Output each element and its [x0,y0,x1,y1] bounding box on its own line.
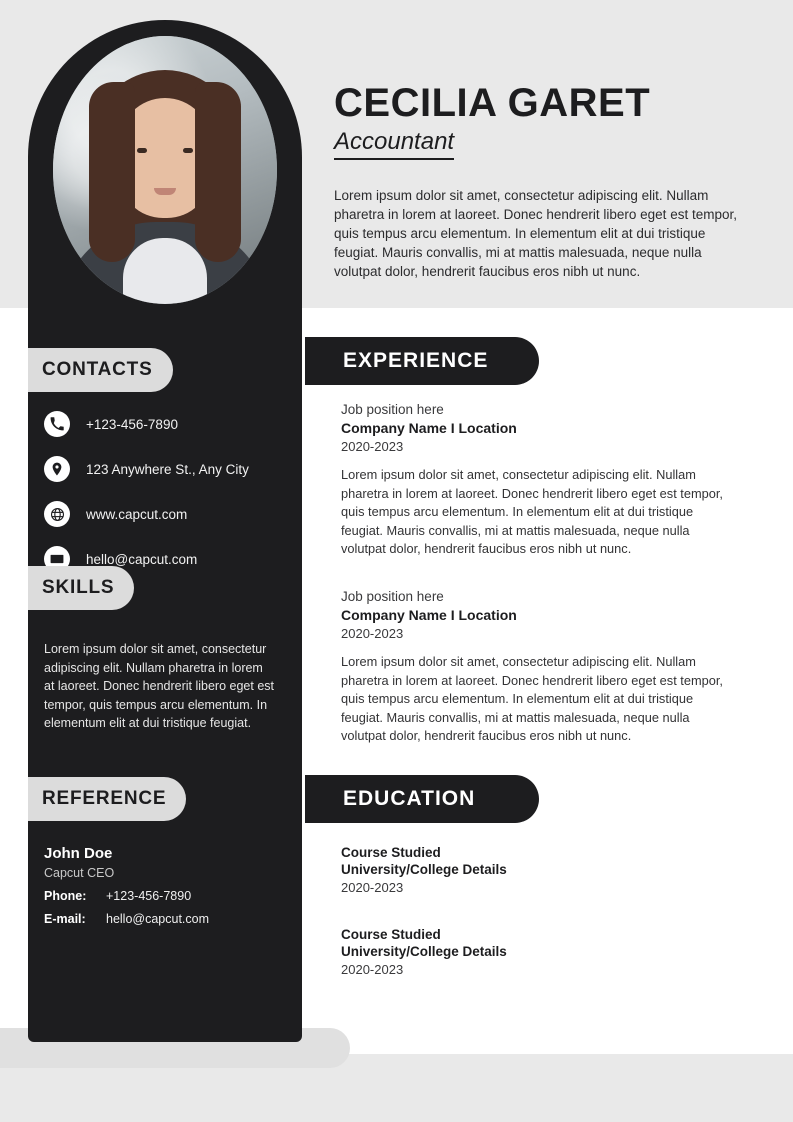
section-title-experience: EXPERIENCE [343,349,489,372]
section-header-education [305,775,539,823]
contact-list [44,408,294,588]
experience-years-1: 2020-2023 [341,439,404,454]
reference-phone-row [44,889,284,903]
reference-position: Capcut CEO [44,866,115,880]
reference-phone-value: +123-456-7890 [106,889,192,903]
education-school-2: University/College Details [341,944,507,959]
section-title-reference: REFERENCE [42,788,167,809]
contact-item-address[interactable] [44,453,294,485]
education-course-1: Course Studied [341,845,441,860]
experience-description-1: Lorem ipsum dolor sit amet, consectetur adipiscing elit. Nullam pharetra in lorem at laoreet. Donec hendrerit libero eget est tempor, quis tempus arcu elementum. In elementum elit at dui tristique feugiat. Mauris convallis, mi at mattis malesuada, neque nulla volutpat dolor, hendrerit faucibus eros nibh ut nunc. [341,467,723,557]
profile-summary: Lorem ipsum dolor sit amet, consectetur adipiscing elit. Nullam pharetra in lorem at laoreet. Donec hendrerit libero eget est tempor, quis tempus arcu elementum. In elementum elit at dui tristique feugiat. Mauris convallis, mi at mattis malesuada, neque nulla volutpat dolor, hendrerit faucibus eros nibh ut nunc. [334,187,737,280]
page-title: CECILIA GARET [334,81,651,125]
profile-photo [53,36,277,304]
experience-position-1: Job position here [341,402,444,417]
section-header-contacts [28,348,173,392]
job-title-underline [334,128,454,160]
section-header-experience [305,337,539,385]
contact-item-phone[interactable] [44,408,294,440]
experience-years-2: 2020-2023 [341,626,404,641]
globe-icon [44,501,70,527]
reference-email-label: E-mail: [44,912,86,926]
section-title-skills: SKILLS [42,577,115,598]
header [334,82,754,282]
contact-phone-text: +123-456-7890 [86,416,178,432]
job-title: Accountant [334,128,455,155]
education-years-1: 2020-2023 [341,880,404,895]
section-header-skills [28,566,134,610]
contact-address-text: 123 Anywhere St., Any City [86,461,249,477]
education-school-1: University/College Details [341,862,507,877]
skills-description: Lorem ipsum dolor sit amet, consectetur adipiscing elit. Nullam pharetra in lorem at laoreet. Donec hendrerit libero eget est tempor, quis tempus arcu elementum. In elementum elit at dui tristique feugiat. [44,642,274,730]
education-entry-2 [341,927,735,977]
experience-entry-2 [341,589,735,746]
location-pin-icon [44,456,70,482]
photo-eye-left [137,148,147,153]
contact-website-text: www.capcut.com [86,506,188,522]
photo-hair-right [195,82,241,262]
section-title-contacts: CONTACTS [42,359,153,380]
photo-eye-right [183,148,193,153]
reference-phone-label: Phone: [44,889,87,903]
education-course-2: Course Studied [341,927,441,942]
experience-position-2: Job position here [341,589,444,604]
experience-company-2: Company Name I Location [341,607,517,623]
phone-icon [44,411,70,437]
experience-company-1: Company Name I Location [341,420,517,436]
photo-mouth [154,188,176,195]
experience-entry-1 [341,402,735,559]
reference-block [44,845,284,926]
education-entry-1 [341,845,735,895]
reference-name: John Doe [44,845,113,862]
contact-email-text: hello@capcut.com [86,551,198,567]
photo-hair-left [89,82,135,262]
education-years-2: 2020-2023 [341,962,404,977]
photo-shirt [123,238,207,304]
reference-email-value: hello@capcut.com [106,912,210,926]
experience-description-2: Lorem ipsum dolor sit amet, consectetur adipiscing elit. Nullam pharetra in lorem at laoreet. Donec hendrerit libero eget est tempor, quis tempus arcu elementum. In elementum elit at dui tristique feugiat. Mauris convallis, mi at mattis malesuada, neque nulla volutpat dolor, hendrerit faucibus eros nibh ut nunc. [341,654,723,744]
reference-email-row [44,912,284,926]
section-header-reference [28,777,186,821]
section-title-education: EDUCATION [343,787,476,810]
contact-item-website[interactable] [44,498,294,530]
